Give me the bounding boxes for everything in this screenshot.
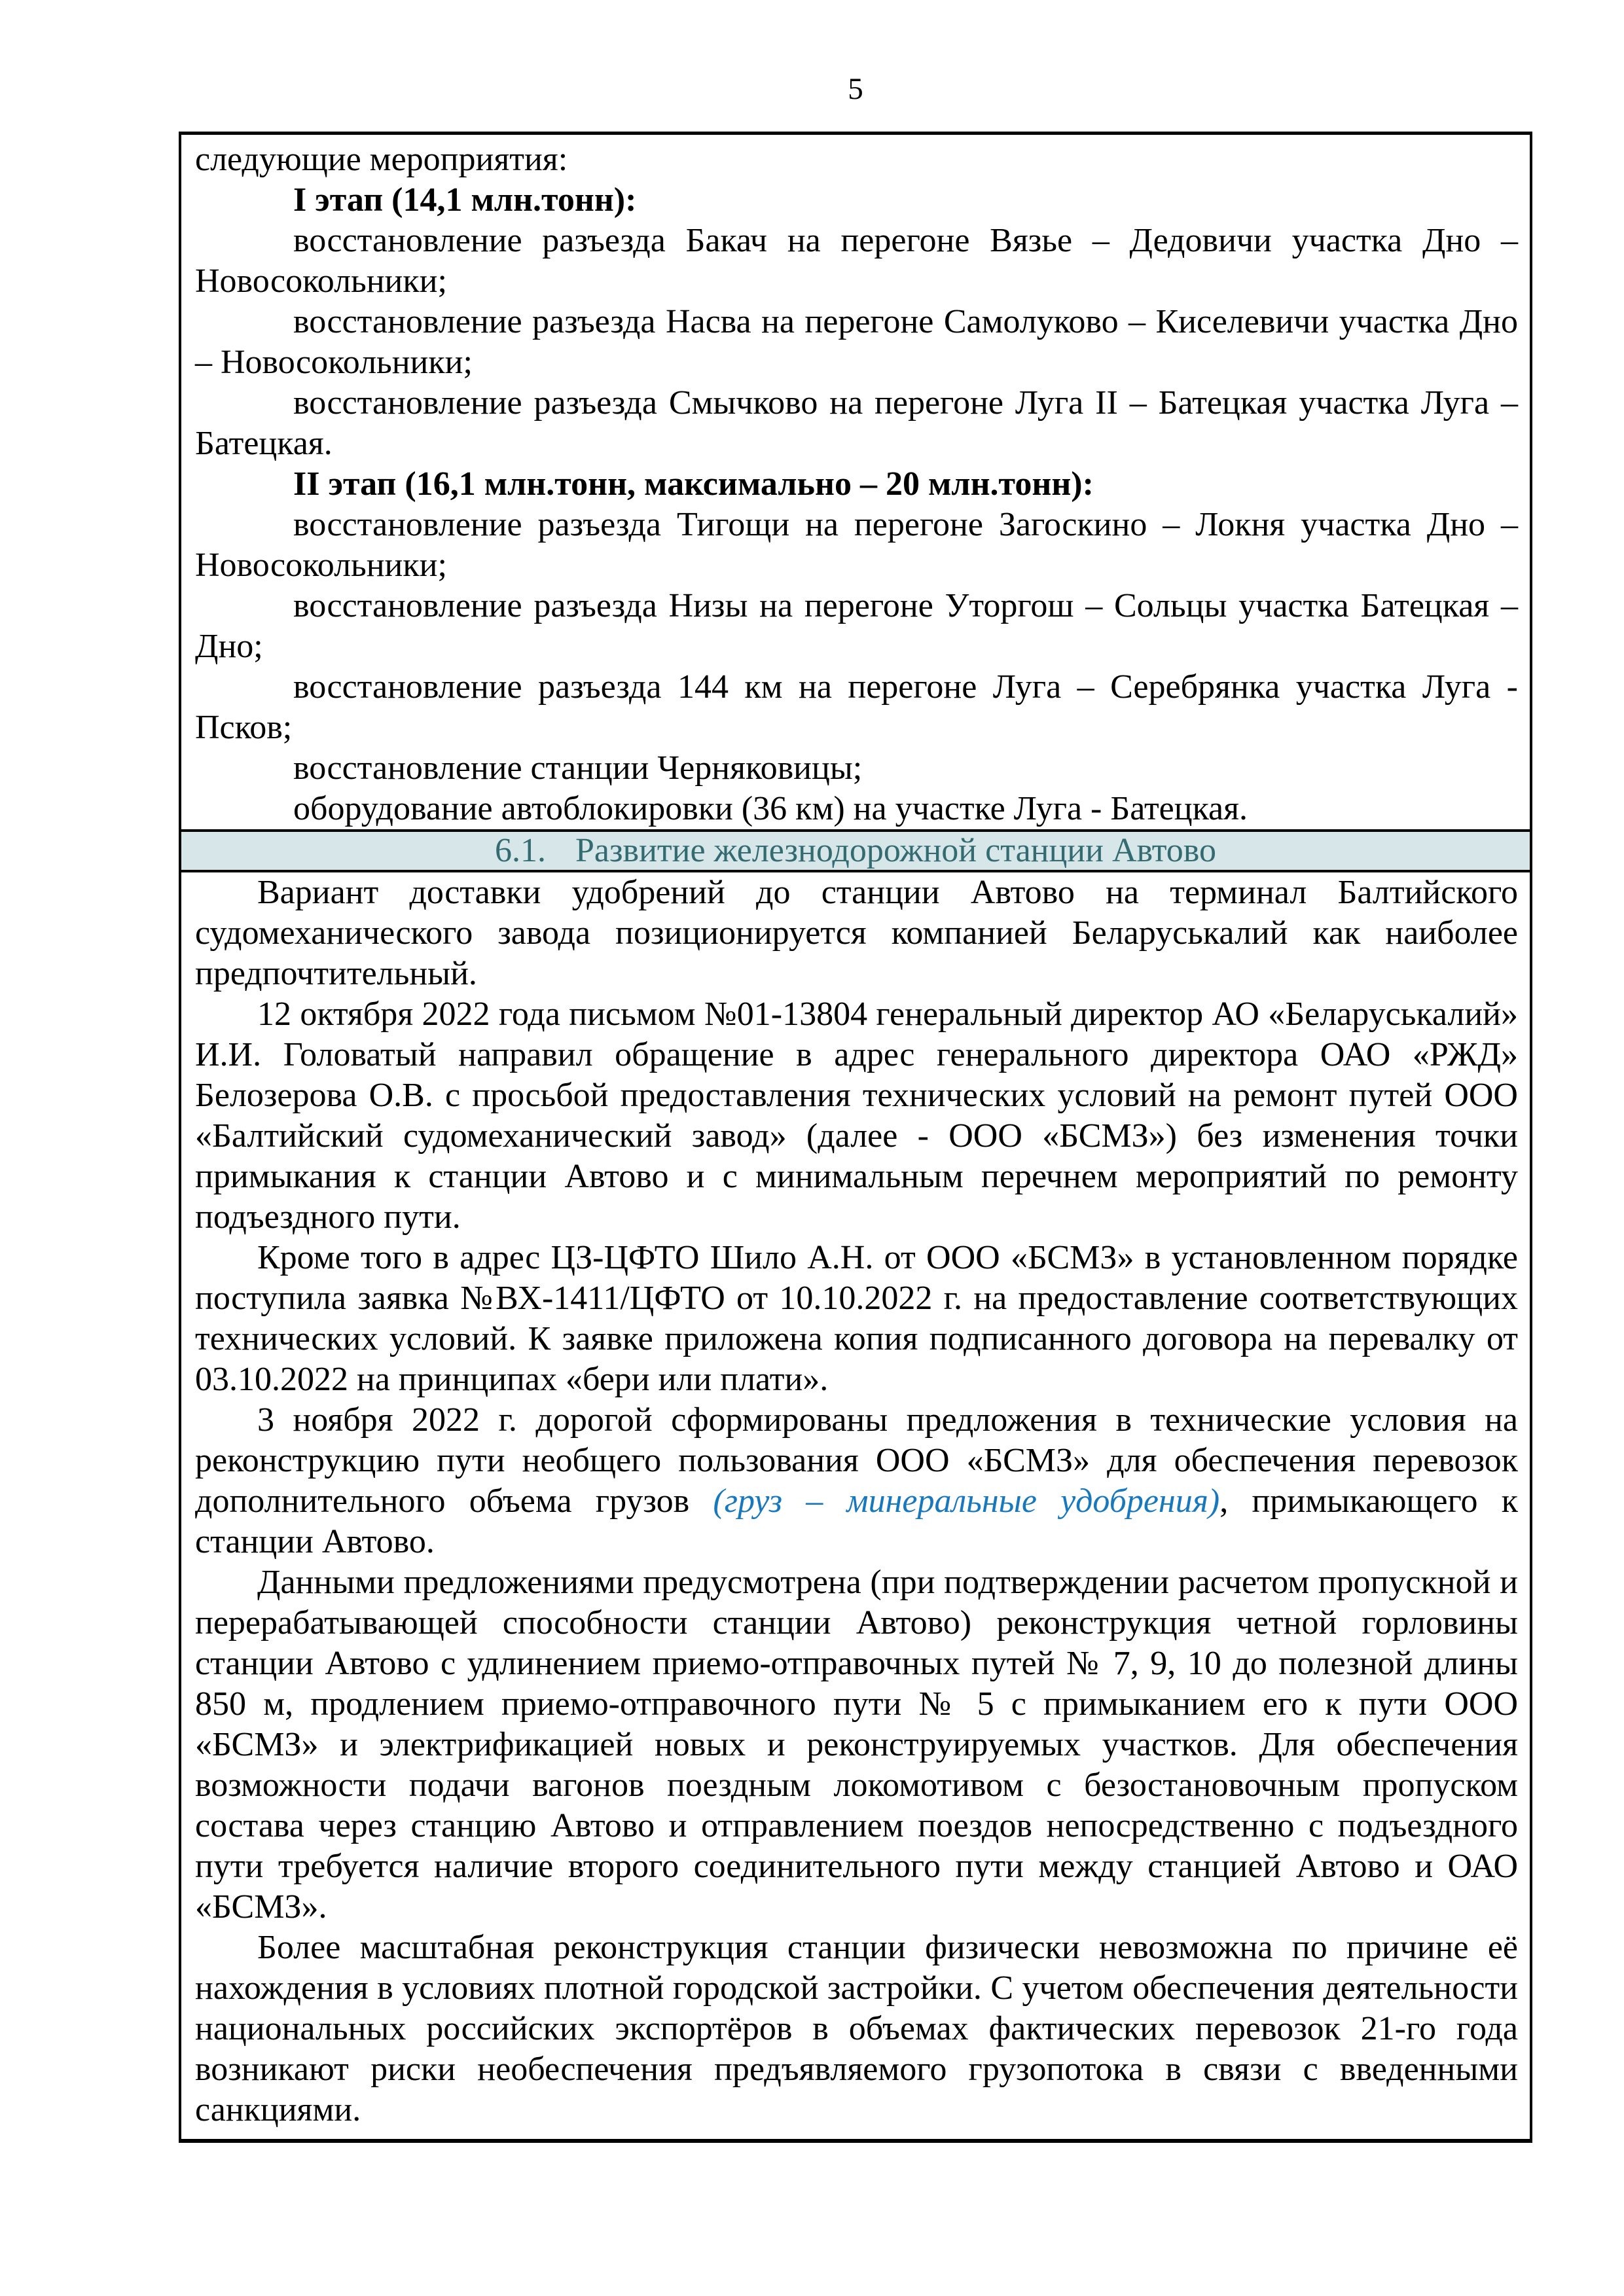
accent-text: (груз – минеральные удобрения) — [713, 1482, 1220, 1520]
paragraph: восстановление разъезда Тигощи на перегоне Загоскино – Локня участка Дно – Новосокольники; — [195, 506, 1518, 584]
paragraph: Более масштабная реконструкция станции физически невозможна по причине её нахождения в условиях плотной городской застройки. С учетом обеспечения деятельности национальных российских экспортёров в объемах фактических перевозок 21-го года возникают риски необеспечения предъявляемого грузопотока в связи с введенными санкциями. — [195, 1929, 1518, 2128]
document-text-box — [179, 132, 1532, 2143]
paragraph: восстановление разъезда 144 км на перегоне Луга – Серебрянка участка Луга - Псков; — [195, 668, 1518, 746]
paragraph: 12 октября 2022 года письмом №01-13804 генеральный директор АО «Беларуськалий» И.И. Головатый направил обращение в адрес генерального директора ОАО «РЖД» Белозерова О.В. с просьбой предоставления технических условий на ремонт путей ООО «Балтийский судомеханический завод» (далее - ООО «БСМЗ») без изменения точки примыкания к станции Автово и с минимальным перечнем мероприятий по ремонту подъездного пути. — [195, 996, 1518, 1236]
paragraph: восстановление разъезда Смычково на перегоне Луга II – Батецкая участка Луга – Батецкая. — [195, 384, 1518, 462]
paragraph: Вариант доставки удобрений до станции Автово на терминал Балтийского судомеханического завода позиционируется компанией Беларуськалий как наиболее предпочтительный. — [195, 874, 1518, 992]
paragraph — [195, 1400, 1518, 1562]
paragraph: Данными предложениями предусмотрена (при подтверждении расчетом пропускной и перерабатывающей способности станции Автово) реконструкция четной горловины станции Автово с удлинением приемо-отправочных путей № 7, 9, 10 до полезной длины 850 м, продлением приемо-отправочного пути № 5 с примыканием его к пути ООО «БСМЗ» и электрификацией новых и реконструируемых участков. Для обеспечения возможности подачи вагонов поездным локомотивом с безостановочным пропуском состава через станцию Автово и отправлением поездов непосредственно с подъездного пути требуется наличие второго соединительного пути между станцией Автово и ОАО «БСМЗ». — [195, 1564, 1518, 1926]
paragraph: II этап (16,1 млн.тонн, максимально – 20 млн.тонн): — [293, 465, 1094, 503]
paragraph: I этап (14,1 млн.тонн): — [293, 181, 637, 219]
paragraph: восстановление разъезда Низы на перегоне Уторгош – Сольцы участка Батецкая – Дно; — [195, 587, 1518, 665]
pre-heading-section — [195, 139, 1518, 829]
paragraph: Кроме того в адрес ЦЗ-ЦФТО Шило А.Н. от ООО «БСМЗ» в установленном порядке поступила заявка №ВХ-1411/ЦФТО от 10.10.2022 г. на предоставление соответствующих технических условий. К заявке приложена копия подписанного договора на перевалку от 03.10.2022 на принципах «бери или плати». — [195, 1239, 1518, 1398]
text-segment: 3 ноября 2022 г. дорогой сформированы предложения в технические условия на реконструкцию пути необщего пользования ООО «БСМЗ» для обеспечения перевозок дополнительного объема грузов — [195, 1401, 1518, 1520]
section-heading-band — [181, 829, 1530, 872]
paragraph: восстановление разъезда Насва на перегоне Самолуково – Киселевичи участка Дно – Новосокольники; — [195, 303, 1518, 381]
paragraph: восстановление разъезда Бакач на перегоне Вязье – Дедовичи участка Дно – Новосокольники; — [195, 222, 1518, 300]
section-heading-title: Развитие железнодорожной станции Автово — [575, 832, 1217, 869]
post-heading-section — [195, 872, 1518, 2130]
section-heading-number: 6.1. — [494, 832, 546, 869]
paragraph: восстановление станции Черняковицы; — [293, 749, 863, 787]
text-segment: , примыкающего к станции Автово. — [195, 1482, 1518, 1560]
paragraph: следующие мероприятия: — [195, 141, 568, 178]
page-number: 5 — [848, 72, 863, 106]
paragraph: оборудование автоблокировки (36 км) на участке Луга - Батецкая. — [293, 790, 1248, 827]
